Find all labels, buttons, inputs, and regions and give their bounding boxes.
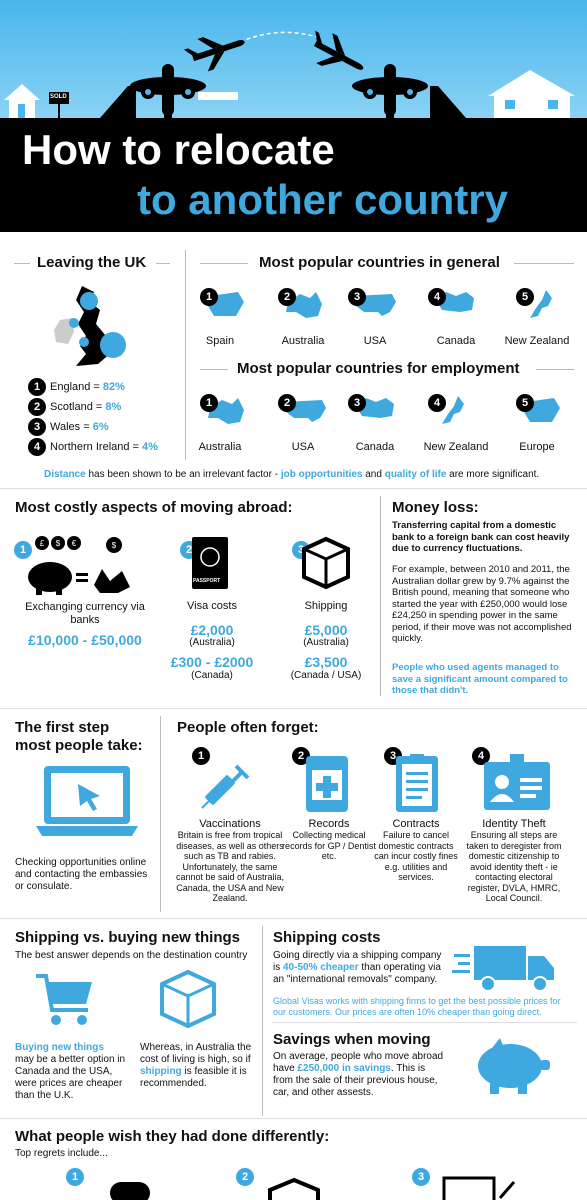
divider: [272, 1022, 577, 1023]
leaving-item: [50, 441, 158, 454]
number-badge: 3: [292, 541, 310, 559]
country-label: Canada: [436, 335, 476, 347]
shopping-cart-icon: [34, 972, 96, 1028]
number-badge: 1: [28, 378, 46, 396]
number-badge: 2: [292, 747, 310, 765]
forget-item-title: Records: [308, 818, 350, 830]
currency-price: £10,000 - £50,000: [28, 632, 142, 648]
buying-new-text: Buying new things may be a better option in Canada and the USA, were prices are cheaper than the U.K.: [15, 1042, 126, 1101]
country-label: Europe: [519, 441, 555, 453]
country-label: USA: [363, 335, 387, 347]
distance-note: Distance has been shown to be an irrelevant factor - job opportunities and quality of life are more significant.: [44, 469, 540, 480]
contract-icon: [392, 752, 442, 814]
svg-text:€: €: [71, 539, 77, 548]
number-badge: 2: [236, 1168, 254, 1186]
shipcost-body: Going directly via a shipping company is 40-50% cheaper than operating via an "international removals" company.: [273, 950, 442, 985]
number-badge: 3: [384, 747, 402, 765]
first-step-title-1: The first step: [15, 719, 110, 736]
divider: [156, 263, 170, 264]
visa-price-2: £300 - £2000: [170, 654, 254, 670]
number-badge: 4: [472, 747, 490, 765]
number-badge: 3: [28, 418, 46, 436]
plane-icon: [352, 64, 428, 118]
forget-item-title: Contracts: [392, 818, 440, 830]
country-label: Spain: [205, 335, 235, 347]
box-icon: [266, 1176, 322, 1200]
shipping-sub-2: (Canada / USA): [290, 670, 362, 681]
divider: [262, 926, 263, 1116]
leaving-item-label: England =: [50, 381, 100, 393]
divider: [514, 263, 574, 264]
divider: [536, 369, 574, 370]
shipcost-note: Global Visas works with shipping firms to get the best possible prices for our customers. Our prices are often 10% cheaper than going direct.: [273, 996, 561, 1017]
money-body: For example, between 2010 and 2011, the Australian dollar grew by 9.7% against the British pound, meaning that someone who started the year with £250,000 would lose £24,250 in spending power in the same period, if their move was not accomplished quickly.: [392, 564, 572, 644]
svg-text:$: $: [55, 539, 61, 548]
piggy-bank-icon: [22, 535, 162, 597]
number-badge: 3: [348, 394, 366, 412]
medical-record-icon: [302, 754, 352, 814]
number-badge: 4: [428, 288, 446, 306]
divider: [200, 263, 248, 264]
section-divider: [0, 918, 587, 919]
number-badge: 1: [200, 288, 218, 306]
leaving-item: [50, 401, 121, 414]
country-label: USA: [291, 441, 315, 453]
plane-icon: [302, 26, 371, 84]
header-illustration: [0, 0, 587, 120]
forget-item-title: Identity Theft: [482, 818, 546, 830]
number-badge: 2: [278, 288, 296, 306]
country-label: Australia: [281, 335, 325, 347]
leaving-item-pct: 6%: [92, 421, 109, 433]
divider: [14, 263, 30, 264]
shipping-label: Shipping: [304, 600, 348, 612]
forget-title: People often forget:: [177, 719, 319, 736]
savings-title: Savings when moving: [273, 1031, 431, 1048]
money-lead: Transferring capital from a domestic bank to a foreign bank can cost heavily due to currency fluctuations.: [392, 520, 570, 554]
number-badge: 5: [516, 288, 534, 306]
leaving-item-label: Northern Ireland =: [50, 441, 139, 453]
number-badge: 3: [412, 1168, 430, 1186]
number-badge: 1: [200, 394, 218, 412]
page-title-line2: to another country: [137, 176, 509, 223]
forget-item-body: Collecting medical records for GP / Dentist etc.: [282, 830, 376, 861]
forget-item-body: Britain is free from tropical diseases, as well as others such as TB and rabies. Unfortunately, the same cannot be said of Australia, Canada, the USA and New Zealand.: [175, 830, 285, 903]
plane-icon: [130, 64, 206, 118]
sold-sign-label: SOLD: [50, 94, 67, 100]
number-badge: 5: [516, 394, 534, 412]
leaving-item-pct: 82%: [102, 381, 125, 393]
plane-icon: [182, 25, 250, 76]
shipping-price-1: £5,000: [304, 622, 348, 638]
wish-title: What people wish they had done differently:: [15, 1128, 330, 1145]
number-badge: 1: [14, 541, 32, 559]
pill-icon: [100, 1176, 160, 1200]
number-badge: 1: [66, 1168, 84, 1186]
popular-title: Most popular countries in general: [259, 254, 500, 271]
luggage-cart: [198, 92, 238, 100]
box-icon: [158, 968, 218, 1030]
divider: [380, 496, 381, 696]
country-label: New Zealand: [423, 441, 489, 453]
shipvs-title: Shipping vs. buying new things: [15, 929, 240, 946]
uk-map: [38, 280, 130, 372]
house-icon: [488, 70, 575, 118]
number-badge: 2: [28, 398, 46, 416]
number-badge: 4: [28, 438, 46, 456]
passport-label: PASSPORT: [193, 578, 221, 584]
employment-title: Most popular countries for employment: [237, 360, 520, 377]
contract-icon: [440, 1174, 520, 1200]
leaving-item-pct: 4%: [142, 441, 158, 453]
australia-text: Whereas, in Australia the cost of living is high, so if shipping is feasible it is recommended.: [140, 1042, 252, 1089]
number-badge: 3: [348, 288, 366, 306]
visa-label: Visa costs: [187, 600, 237, 612]
number-badge: 2: [278, 394, 296, 412]
svg-text:£: £: [39, 539, 45, 548]
forget-item-body: Failure to cancel domestic contracts can incur costly fines e.g. utilities and services.: [374, 830, 458, 882]
box-icon: [300, 535, 352, 591]
number-badge: 1: [192, 747, 210, 765]
stairs-icon: [430, 86, 466, 118]
id-card-icon: [482, 752, 552, 812]
section-divider: [0, 488, 587, 489]
leaving-title: Leaving the UK: [37, 254, 147, 271]
money-title: Money loss:: [392, 499, 479, 516]
shipping-price-2: £3,500: [304, 654, 348, 670]
divider: [160, 716, 161, 912]
divider: [185, 250, 186, 460]
stairs-icon: [100, 86, 136, 118]
country-label: Australia: [198, 441, 242, 453]
leaving-item: [50, 421, 109, 434]
first-step-title-2: most people take:: [15, 737, 143, 754]
currency-label: Exchanging currency via banks: [25, 601, 145, 626]
wish-sub: Top regrets include...: [15, 1148, 108, 1159]
flight-path: [240, 32, 320, 42]
syringe-icon: [200, 760, 255, 810]
section-divider: [0, 708, 587, 709]
costly-title: Most costly aspects of moving abroad:: [15, 499, 293, 516]
country-label: Canada: [355, 441, 395, 453]
first-step-body: Checking opportunities online and contacting the embassies or consulate.: [15, 857, 148, 892]
leaving-item-label: Wales =: [50, 421, 90, 433]
number-badge: 2: [180, 541, 198, 559]
piggy-bank-icon: [470, 1036, 554, 1096]
leaving-item-pct: 8%: [105, 401, 122, 413]
svg-text:$: $: [111, 541, 117, 550]
laptop-icon: [34, 764, 140, 840]
forget-item-body: Ensuring all steps are taken to deregister from domestic citizenship to avoid identity theft - ie contacting electoral register, DVLA, HMRC, Local Council.: [466, 830, 562, 903]
visa-sub-1: (Australia): [189, 637, 235, 648]
number-badge: 4: [428, 394, 446, 412]
shipping-sub-1: (Australia): [303, 637, 349, 648]
shipcost-title: Shipping costs: [273, 929, 381, 946]
country-label: New Zealand: [504, 335, 570, 347]
money-agents: People who used agents managed to save a significant amount compared to those that didn't.: [392, 662, 568, 696]
shipvs-sub: The best answer depends on the destination country: [15, 950, 248, 961]
forget-item-title: Vaccinations: [199, 818, 261, 830]
savings-body: On average, people who move abroad have £250,000 in savings. This is from the sale of their previous house, car, and other assests.: [273, 1051, 444, 1098]
page-title-line1: How to relocate: [22, 126, 335, 173]
divider: [200, 369, 228, 370]
leaving-item-label: Scotland =: [50, 401, 103, 413]
visa-price-1: £2,000: [190, 622, 234, 638]
leaving-item: [50, 381, 125, 394]
delivery-truck-icon: [452, 942, 556, 994]
section-divider: [0, 1118, 587, 1119]
visa-sub-2: (Canada): [191, 670, 233, 681]
